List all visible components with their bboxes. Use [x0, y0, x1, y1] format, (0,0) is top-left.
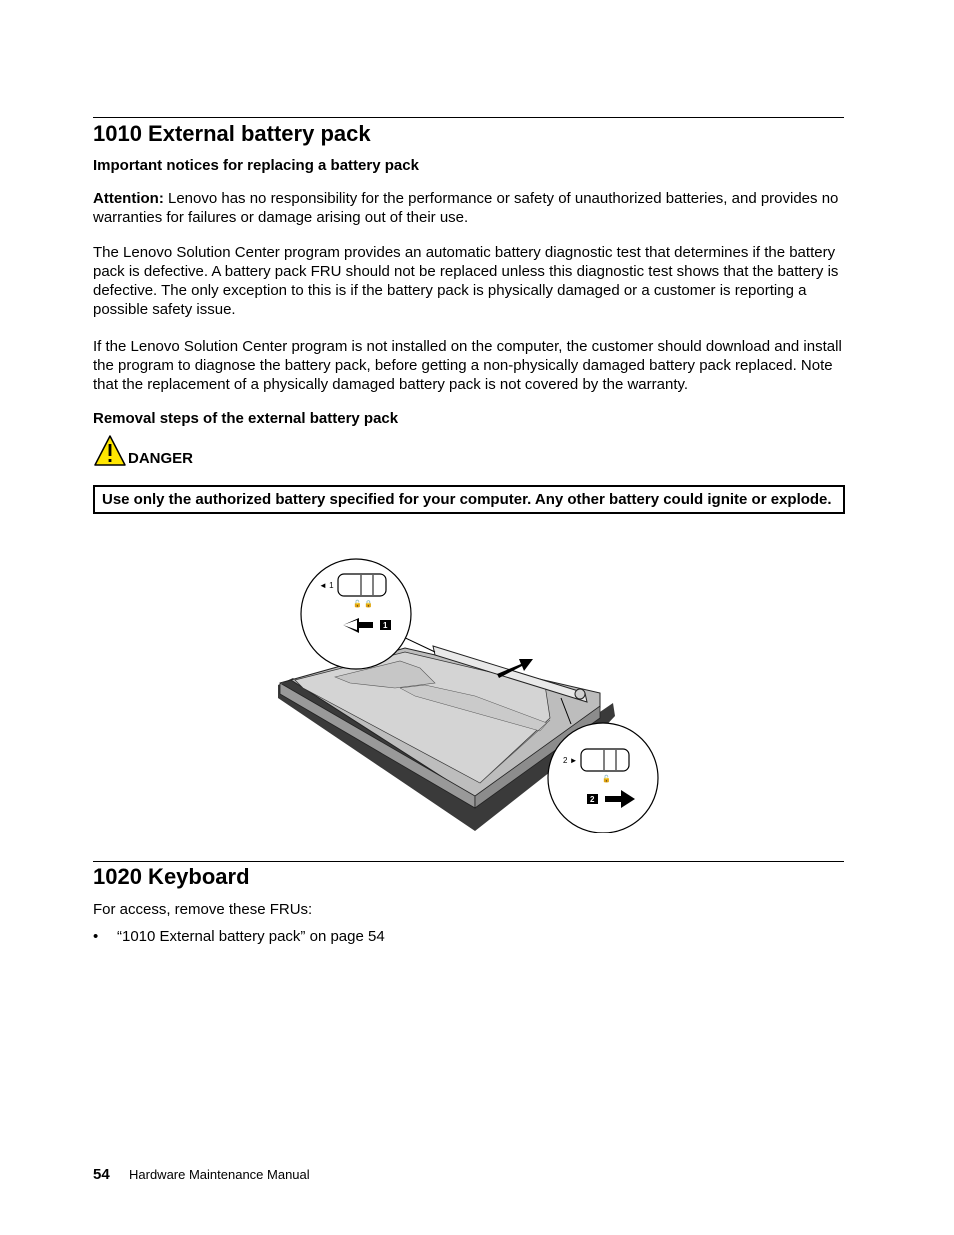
removal-heading: Removal steps of the external battery pack	[93, 410, 399, 427]
install-paragraph: If the Lenovo Solution Center program is not installed on the computer, the customer should download and install the program to diagnose the battery pack, before getting a non-physically damaged battery pack replaced. Note that the replacement of a physically damaged battery pack is not covered by the warranty.	[93, 338, 842, 393]
notices-heading: Important notices for replacing a battery pack	[93, 157, 419, 174]
bullet-marker: •	[93, 928, 99, 945]
attention-label: Attention:	[93, 190, 164, 207]
danger-label: DANGER	[128, 450, 194, 467]
attention-text: Lenovo has no responsibility for the performance or safety of unauthorized batteries, and provides no warranties for failures or damage arising out of their use.	[93, 190, 839, 226]
danger-notice-box: Use only the authorized battery specified for your computer. Any other battery could ignite or explode.	[93, 485, 845, 514]
unlock-symbol: 🔓	[602, 775, 611, 783]
step-2-number: 2	[590, 795, 595, 804]
diagnostic-paragraph: The Lenovo Solution Center program provides an automatic battery diagnostic test that determines if the battery pack is defective. A battery pack FRU should not be replaced unless this diagnostic test shows that the battery is defective. The only exception to this is if the battery pack is physically damaged or a customer is reporting a possible safety issue.	[93, 244, 839, 318]
lever-2-label: 2 ►	[563, 756, 578, 765]
warning-icon	[93, 434, 127, 468]
page-footer	[93, 1166, 310, 1183]
section-title-keyboard: 1020 Keyboard	[93, 864, 250, 889]
step-1-number: 1	[383, 621, 388, 630]
cross-reference-link[interactable]: “1010 External battery pack” on page 54	[117, 928, 385, 945]
lock-symbols: 🔓 🔒	[353, 600, 373, 608]
section-rule-keyboard	[93, 861, 844, 862]
battery-removal-illustration	[275, 548, 665, 833]
attention-paragraph	[93, 189, 845, 227]
page-number: 54	[93, 1166, 110, 1183]
danger-header	[93, 434, 193, 468]
access-intro: For access, remove these FRUs:	[93, 901, 313, 918]
list-item	[93, 927, 385, 946]
section-title-battery: 1010 External battery pack	[93, 121, 371, 146]
lever-1-label: ◄ 1	[319, 581, 334, 590]
manual-title: Hardware Maintenance Manual	[129, 1167, 310, 1182]
section-rule-top	[93, 117, 844, 118]
